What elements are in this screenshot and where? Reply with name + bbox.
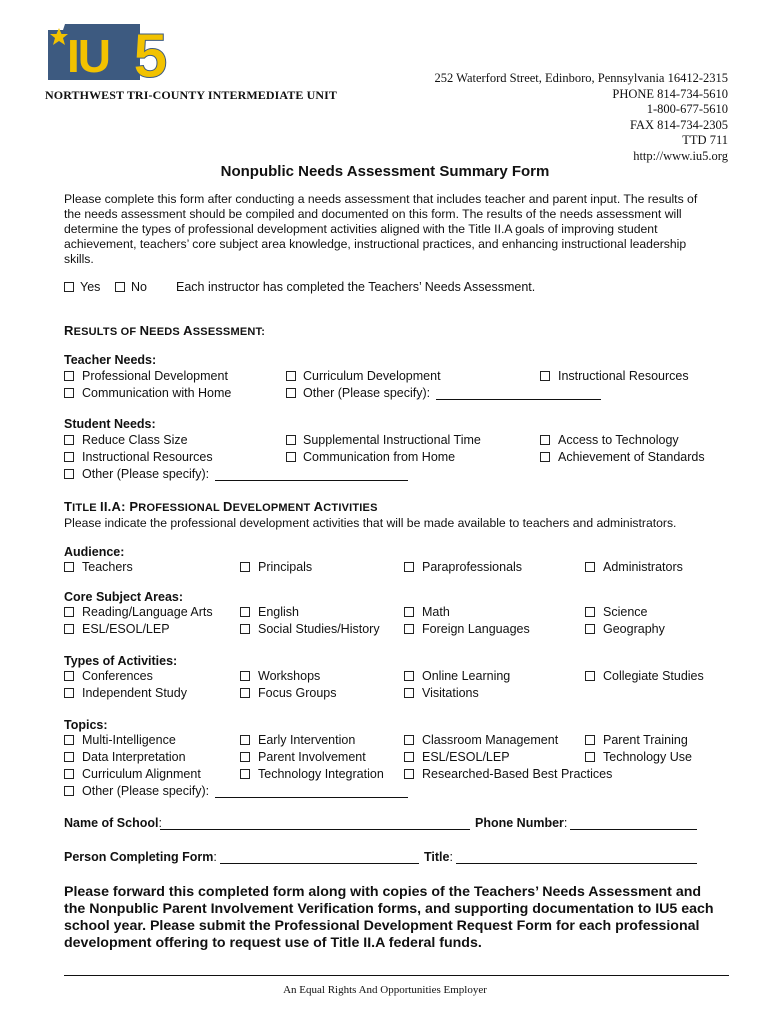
student-other-field[interactable] [215, 467, 408, 481]
audience-checkbox[interactable] [64, 562, 74, 572]
types-option: Focus Groups [258, 686, 337, 700]
topics-checkbox[interactable] [64, 752, 74, 762]
topics-option: Classroom Management [422, 733, 559, 747]
core-checkbox[interactable] [64, 607, 74, 617]
student-needs-option: Access to Technology [558, 433, 679, 447]
topics-option: Data Interpretation [82, 750, 186, 764]
topics-checkbox[interactable] [404, 735, 414, 745]
footer-divider [64, 975, 729, 976]
school-label: Name of School: [64, 816, 162, 830]
topics-label: Topics: [64, 718, 108, 732]
core-option: Reading/Language Arts [82, 605, 213, 619]
student-needs-label: Student Needs: [64, 417, 156, 431]
teacher-needs-checkbox[interactable] [286, 371, 296, 381]
types-option: Online Learning [422, 669, 511, 683]
core-option: Science [603, 605, 648, 619]
closing-instructions: Please forward this completed form along with copies of the Teachers’ Needs Assessment and the Nonpublic Parent Involvement Verification forms, and supporting documentation to IU5 each school year. Please submit the Professional Development Request Form for each professional development offering to request use of Title II.A federal funds. [64, 884, 714, 951]
topics-option: Other (Please specify): [82, 784, 210, 798]
intro-paragraph: Please complete this form after conducting a needs assessment that includes teacher and parent input. The results of the needs assessment should be compiled and documented on this form. The results of the needs assessment will determine the types of professional development activities aligned with the Title II.A goals of improving student achievement, teachers’ core subject area knowledge, instructional practices, and enhancing instructional leadership skills. [64, 192, 698, 266]
ttd-line: TTD 711 [682, 133, 728, 147]
topics-checkbox[interactable] [585, 735, 595, 745]
topics-checkbox[interactable] [64, 769, 74, 779]
student-needs-option: Other (Please specify): [82, 467, 210, 481]
core-checkbox[interactable] [585, 624, 595, 634]
topics-checkbox[interactable] [64, 735, 74, 745]
teacher-needs-option: Curriculum Development [303, 369, 441, 383]
topics-checkbox[interactable] [240, 769, 250, 779]
topics-option: Curriculum Alignment [82, 767, 201, 781]
core-label: Core Subject Areas: [64, 590, 184, 604]
types-checkbox[interactable] [240, 688, 250, 698]
topics-option: Early Intervention [258, 733, 356, 747]
student-needs-checkbox[interactable] [286, 435, 296, 445]
topics-other-field[interactable] [215, 784, 408, 798]
core-checkbox[interactable] [585, 607, 595, 617]
topics-checkbox[interactable] [404, 752, 414, 762]
student-needs-checkbox[interactable] [64, 452, 74, 462]
no-checkbox[interactable] [115, 282, 125, 292]
audience-option: Administrators [603, 560, 683, 574]
topics-option: Technology Integration [258, 767, 384, 781]
types-option: Collegiate Studies [603, 669, 704, 683]
core-checkbox[interactable] [404, 607, 414, 617]
iu5-logo [45, 22, 185, 84]
title-label: Title: [424, 850, 453, 864]
teacher-needs-checkbox[interactable] [286, 388, 296, 398]
audience-option: Principals [258, 560, 313, 574]
student-needs-option: Reduce Class Size [82, 433, 188, 447]
types-checkbox[interactable] [64, 688, 74, 698]
core-checkbox[interactable] [240, 607, 250, 617]
audience-checkbox[interactable] [240, 562, 250, 572]
org-name: NORTHWEST TRI-COUNTY INTERMEDIATE UNIT [45, 88, 337, 102]
address-line: 252 Waterford Street, Edinboro, Pennsylvania 16412-2315 [434, 71, 728, 85]
audience-option: Paraprofessionals [422, 560, 523, 574]
phone-line: PHONE 814-734-5610 [612, 86, 728, 101]
teacher-needs-checkbox[interactable] [540, 371, 550, 381]
core-option: Foreign Languages [422, 622, 530, 636]
types-checkbox[interactable] [240, 671, 250, 681]
topics-option: Parent Training [603, 733, 688, 747]
student-needs-checkbox[interactable] [286, 452, 296, 462]
student-needs-checkbox[interactable] [64, 469, 74, 479]
core-checkbox[interactable] [404, 624, 414, 634]
types-checkbox[interactable] [64, 671, 74, 681]
student-needs-checkbox[interactable] [540, 435, 550, 445]
types-checkbox[interactable] [404, 688, 414, 698]
types-option: Visitations [422, 686, 479, 700]
no-label: No [131, 280, 147, 294]
school-name-field[interactable] [160, 816, 470, 830]
results-heading: RESULTS OF NEEDS ASSESSMENT: [64, 323, 266, 338]
website-link[interactable]: http://www.iu5.org [633, 148, 728, 163]
topics-checkbox[interactable] [64, 786, 74, 796]
topics-option: Technology Use [603, 750, 692, 764]
teacher-needs-option: Professional Development [82, 369, 228, 383]
teacher-needs-option: Instructional Resources [558, 369, 689, 383]
yes-checkbox[interactable] [64, 282, 74, 292]
student-needs-option: Communication from Home [303, 450, 456, 464]
core-option: Social Studies/History [258, 622, 380, 636]
person-label: Person Completing Form: [64, 850, 217, 864]
core-option: Math [422, 605, 450, 619]
core-option: English [258, 605, 299, 619]
yes-label: Yes [80, 280, 101, 294]
student-needs-checkbox[interactable] [64, 435, 74, 445]
footer-text: An Equal Rights And Opportunities Employer [283, 984, 487, 996]
core-checkbox[interactable] [64, 624, 74, 634]
iu5-logo-graphic [45, 22, 185, 84]
types-checkbox[interactable] [585, 671, 595, 681]
svg-text:5: 5 [133, 22, 168, 84]
person-field[interactable] [220, 850, 419, 864]
contact-block [435, 71, 729, 164]
teacher-needs-checkbox[interactable] [64, 371, 74, 381]
core-option: ESL/ESOL/LEP [82, 622, 170, 636]
teacher-other-field[interactable] [436, 386, 601, 400]
topics-option: Multi-Intelligence [82, 733, 176, 747]
phone-number-field[interactable] [570, 816, 697, 830]
teacher-needs-label: Teacher Needs: [64, 353, 157, 367]
student-needs-option: Instructional Resources [82, 450, 213, 464]
topics-checkbox[interactable] [240, 752, 250, 762]
types-option: Conferences [82, 669, 153, 683]
topics-checkbox[interactable] [404, 769, 414, 779]
svg-text:IU: IU [67, 30, 109, 82]
topics-option: Researched-Based Best Practices [422, 767, 613, 781]
topics-checkbox[interactable] [240, 735, 250, 745]
teacher-needs-option: Communication with Home [82, 386, 232, 400]
core-option: Geography [603, 622, 665, 636]
topics-option: ESL/ESOL/LEP [422, 750, 510, 764]
page-title: Nonpublic Needs Assessment Summary Form [220, 163, 550, 180]
core-checkbox[interactable] [240, 624, 250, 634]
pd-description: Please indicate the professional development activities that will be made available to teachers and administrators. [64, 516, 677, 530]
student-needs-option: Achievement of Standards [558, 450, 705, 464]
topics-checkbox[interactable] [585, 752, 595, 762]
student-needs-option: Supplemental Instructional Time [303, 433, 481, 447]
student-needs-checkbox[interactable] [540, 452, 550, 462]
fax-line: FAX 814-734-2305 [629, 117, 728, 132]
audience-label: Audience: [64, 545, 125, 559]
teacher-needs-option: Other (Please specify): [303, 386, 431, 400]
types-checkbox[interactable] [404, 671, 414, 681]
topics-option: Parent Involvement [258, 750, 366, 764]
types-label: Types of Activities: [64, 654, 178, 668]
audience-checkbox[interactable] [404, 562, 414, 572]
teacher-needs-checkbox[interactable] [64, 388, 74, 398]
phone-label: Phone Number: [475, 816, 568, 830]
title-field[interactable] [456, 850, 697, 864]
types-option: Independent Study [82, 686, 187, 700]
audience-option: Teachers [82, 560, 133, 574]
audience-checkbox[interactable] [585, 562, 595, 572]
pd-heading: TITLE II.A: PROFESSIONAL DEVELOPMENT ACTIVITIES [64, 499, 378, 514]
types-option: Workshops [258, 669, 321, 683]
tollfree-line: 1-800-677-5610 [646, 102, 728, 116]
instructor-statement: Each instructor has completed the Teachers’ Needs Assessment. [176, 280, 536, 294]
